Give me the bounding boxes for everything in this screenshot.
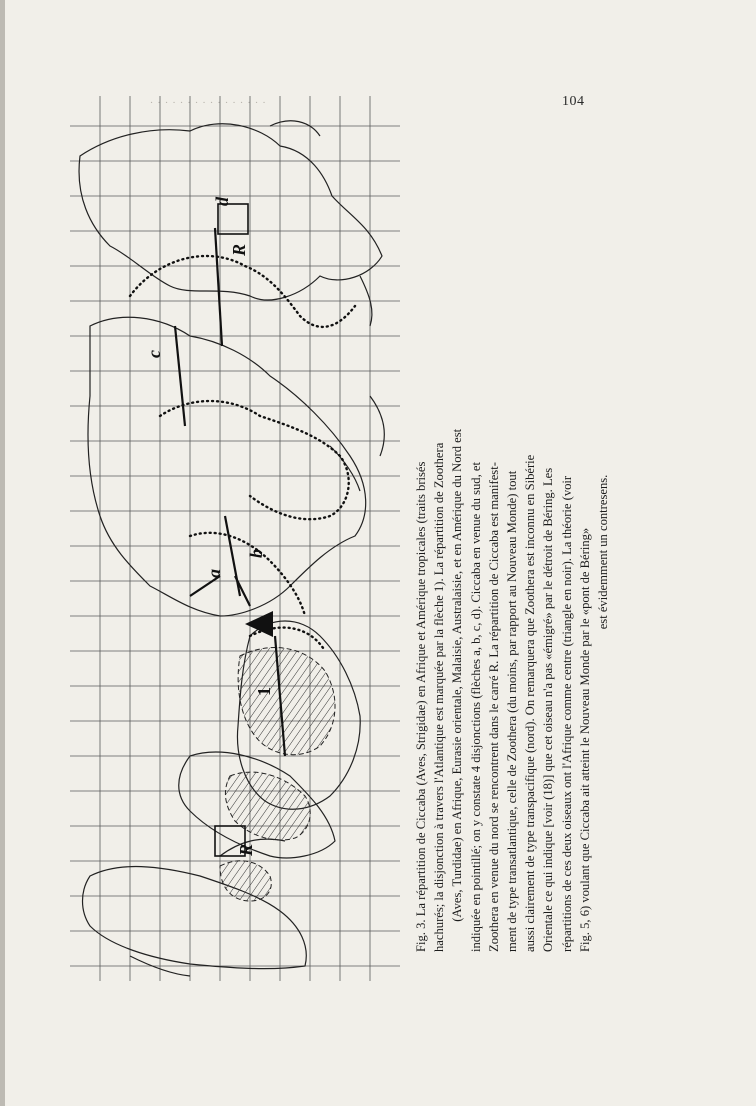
- arrow-a: [215, 228, 222, 346]
- caption-line: indiquée en pointillé; on y constate 4 disjonctions (flèches a, b, c, d). Ciccaba en venue du sud, et: [468, 462, 483, 952]
- arrow-c: [175, 326, 185, 426]
- caption-line: (Aves, Turdidae) en Afrique, Eurasie orientale, Malaisie, Australaisie, et en Amérique du Nord est: [450, 428, 465, 922]
- caption-line: Orientale ce qui indique [voir (18)] que cet oiseau n'a pas «émigré» par le détroit de Béring. Les: [541, 467, 556, 952]
- page-edge: [0, 0, 5, 1106]
- caption-line: Zoothera en venue du nord se rencontrent dans le carré R. La répartition de Ciccaba est manifest-: [486, 462, 501, 952]
- label-a: a: [204, 569, 224, 578]
- label-1: 1: [254, 687, 274, 696]
- figure-caption: [412, 152, 611, 952]
- lower-americas-outline: [83, 867, 307, 969]
- caption-line: Fig. 5, 6) voulant que Ciccaba ait atteint le Nouveau Monde par le «pont de Béring»: [577, 527, 592, 952]
- label-b: b: [246, 549, 266, 558]
- label-c: c: [144, 350, 164, 358]
- label-r-bottom: R: [236, 843, 256, 856]
- caption-line: est évidemment un contresens.: [596, 474, 611, 630]
- arrow-b: [225, 516, 240, 596]
- distribution-map: [70, 96, 400, 981]
- caption-line: ment de type transatlantique, celle de Zoothera (du moins, par rapport au Nouveau Monde) tout: [505, 470, 520, 952]
- bleed-through-header: · · · · · · · · · · · · · · · ·: [150, 97, 267, 109]
- ciccaba-range: [220, 648, 335, 901]
- caption-line: aussi clairement de type transpacifique (nord). On remarquera que Zoothera est inconnu en Sibérie: [523, 454, 538, 952]
- r-box-top: [218, 204, 248, 234]
- caption-line: hachurés; la disjonction à travers l'Atlantique est marquée par la flèche 1). La répartition de Zoothera: [432, 442, 447, 952]
- caption-line: Fig. 3. La répartition de Ciccaba (Aves, Strigidae) en Afrique et Amérique tropicales (traits brisés: [414, 461, 428, 952]
- label-r-top: R: [229, 243, 249, 256]
- caption-line: répartitions de ces deux oiseaux ont l'Afrique comme centre (triangle en noir). La théorie (voir: [559, 475, 574, 952]
- label-d: d: [212, 197, 232, 206]
- arrow-d: [235, 576, 250, 606]
- north-america-outline: [79, 124, 382, 300]
- page-number: 104: [562, 94, 585, 109]
